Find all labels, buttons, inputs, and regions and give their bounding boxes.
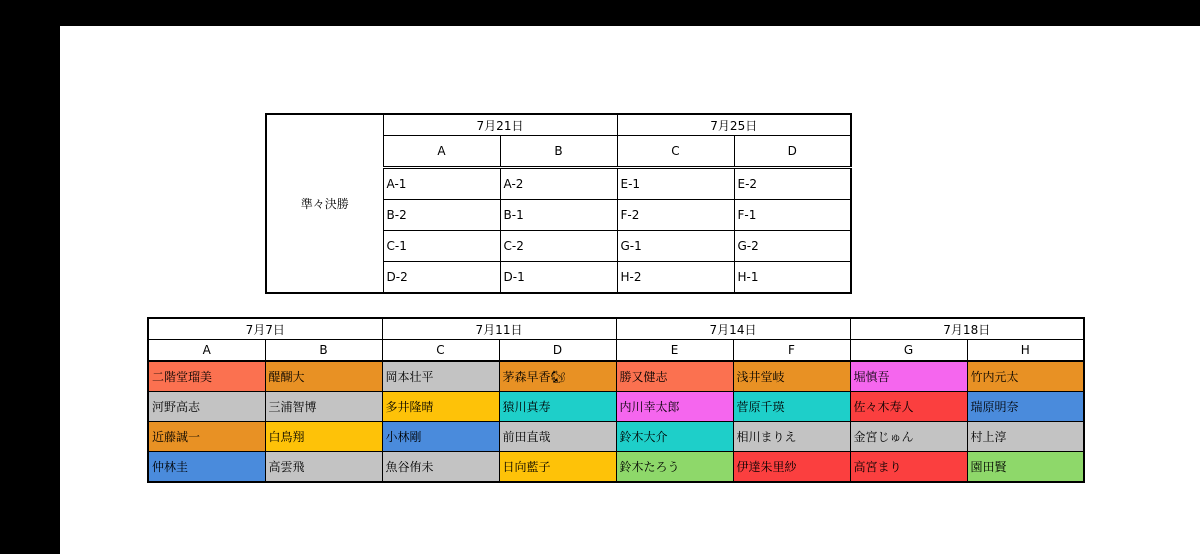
qf-cell: H-2 bbox=[617, 262, 734, 294]
group-header-d: D bbox=[499, 340, 616, 362]
player-cell: 村上淳 bbox=[967, 422, 1084, 452]
qf-cell: B-2 bbox=[383, 200, 500, 231]
player-cell: 伊達朱里紗 bbox=[733, 452, 850, 483]
player-cell: 佐々木寿人 bbox=[850, 392, 967, 422]
player-cell: 前田直哉 bbox=[499, 422, 616, 452]
player-cell: 園田賢 bbox=[967, 452, 1084, 483]
qf-cell: D-2 bbox=[383, 262, 500, 294]
group-date-1: 7月7日 bbox=[148, 318, 382, 340]
group-header-b: B bbox=[265, 340, 382, 362]
player-cell: 多井隆晴 bbox=[382, 392, 499, 422]
qf-group-c: C bbox=[617, 136, 734, 168]
group-row bbox=[148, 361, 1084, 392]
qf-cell: D-1 bbox=[500, 262, 617, 294]
qf-date-1: 7月21日 bbox=[383, 114, 617, 136]
player-cell: 三浦智博 bbox=[265, 392, 382, 422]
group-header-g: G bbox=[850, 340, 967, 362]
player-cell: 瑞原明奈 bbox=[967, 392, 1084, 422]
qf-cell: E-1 bbox=[617, 168, 734, 200]
group-date-2: 7月11日 bbox=[382, 318, 616, 340]
qf-group-d: D bbox=[734, 136, 851, 168]
player-cell: 仲林圭 bbox=[148, 452, 265, 483]
qf-cell: G-2 bbox=[734, 231, 851, 262]
player-cell: 相川まりえ bbox=[733, 422, 850, 452]
player-cell: 浅井堂岐 bbox=[733, 361, 850, 392]
group-stage-table bbox=[147, 317, 1085, 483]
quarterfinal-label: 準々決勝 bbox=[266, 114, 383, 293]
group-header-f: F bbox=[733, 340, 850, 362]
group-row bbox=[148, 392, 1084, 422]
qf-group-a: A bbox=[383, 136, 500, 168]
qf-date-2: 7月25日 bbox=[617, 114, 851, 136]
player-cell: 高宮まり bbox=[850, 452, 967, 483]
group-header-e: E bbox=[616, 340, 733, 362]
player-cell: 菅原千瑛 bbox=[733, 392, 850, 422]
player-cell: 竹内元太 bbox=[967, 361, 1084, 392]
qf-cell: H-1 bbox=[734, 262, 851, 294]
qf-cell: F-1 bbox=[734, 200, 851, 231]
document-page bbox=[60, 26, 1200, 554]
group-stage-body bbox=[148, 361, 1084, 482]
player-cell: 茅森早香🐿 bbox=[499, 361, 616, 392]
qf-cell: A-1 bbox=[383, 168, 500, 200]
player-cell: 堀慎吾 bbox=[850, 361, 967, 392]
player-cell: 魚谷侑未 bbox=[382, 452, 499, 483]
player-cell: 二階堂瑠美 bbox=[148, 361, 265, 392]
quarterfinal-table bbox=[265, 113, 852, 294]
player-cell: 鈴木たろう bbox=[616, 452, 733, 483]
player-cell: 小林剛 bbox=[382, 422, 499, 452]
qf-group-b: B bbox=[500, 136, 617, 168]
qf-cell: E-2 bbox=[734, 168, 851, 200]
player-cell: 高雲飛 bbox=[265, 452, 382, 483]
qf-cell: C-2 bbox=[500, 231, 617, 262]
group-row bbox=[148, 422, 1084, 452]
group-row bbox=[148, 452, 1084, 483]
group-header-a: A bbox=[148, 340, 265, 362]
qf-cell: G-1 bbox=[617, 231, 734, 262]
player-cell: 河野高志 bbox=[148, 392, 265, 422]
player-cell: 金宮じゅん bbox=[850, 422, 967, 452]
player-cell: 白鳥翔 bbox=[265, 422, 382, 452]
player-cell: 日向藍子 bbox=[499, 452, 616, 483]
qf-cell: B-1 bbox=[500, 200, 617, 231]
player-cell: 内川幸太郎 bbox=[616, 392, 733, 422]
player-cell: 鈴木大介 bbox=[616, 422, 733, 452]
group-header-c: C bbox=[382, 340, 499, 362]
group-date-4: 7月18日 bbox=[850, 318, 1084, 340]
qf-cell: F-2 bbox=[617, 200, 734, 231]
player-cell: 醍醐大 bbox=[265, 361, 382, 392]
player-cell: 勝又健志 bbox=[616, 361, 733, 392]
player-cell: 近藤誠一 bbox=[148, 422, 265, 452]
group-header-h: H bbox=[967, 340, 1084, 362]
player-cell: 岡本壮平 bbox=[382, 361, 499, 392]
group-date-3: 7月14日 bbox=[616, 318, 850, 340]
qf-cell: C-1 bbox=[383, 231, 500, 262]
player-cell: 猿川真寿 bbox=[499, 392, 616, 422]
qf-cell: A-2 bbox=[500, 168, 617, 200]
